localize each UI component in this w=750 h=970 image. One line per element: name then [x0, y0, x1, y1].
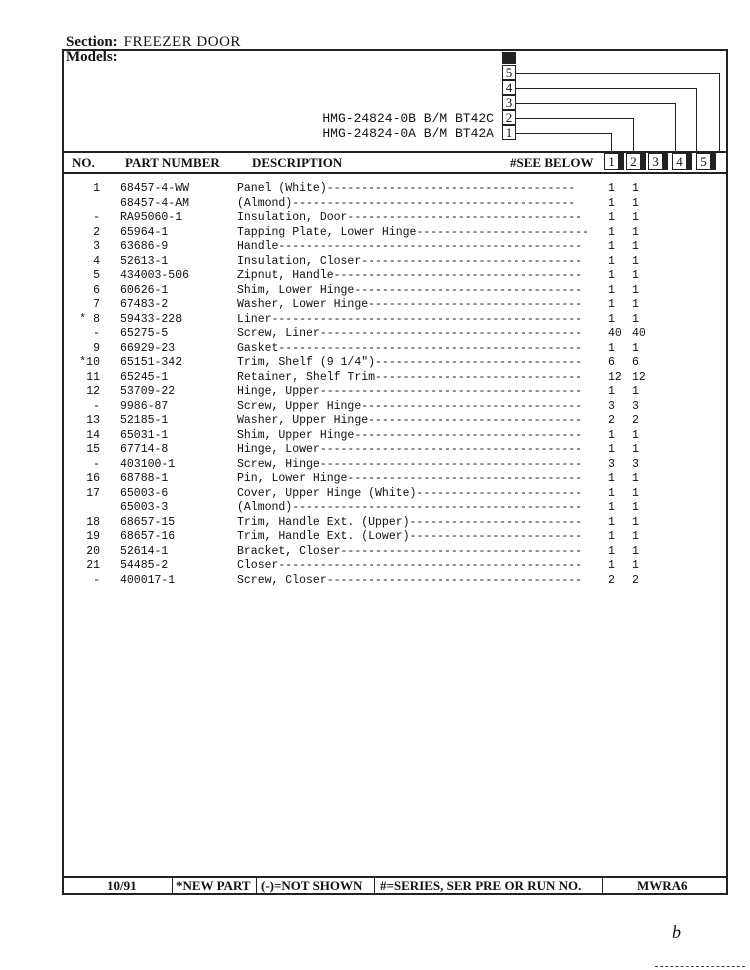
part-number: 9986-87 [120, 399, 169, 413]
part-number: 65275-5 [120, 327, 169, 340]
part-description: Trim, Handle Ext. (Upper)------------------------- [237, 515, 583, 529]
part-number: 65003-6 [120, 486, 169, 500]
qty-col-1: 1 [608, 211, 615, 224]
qty-col-2: 1 [632, 385, 639, 398]
part-no: 5 [93, 269, 100, 282]
part-number: 68788-1 [120, 472, 169, 485]
part-number: 65245-1 [120, 370, 169, 384]
header-part-number: PART NUMBER [125, 155, 220, 170]
part-number: 68657-15 [120, 515, 176, 529]
part-number: 68457-4-AM [120, 196, 190, 210]
part-no: - [93, 573, 100, 587]
qty-col-1: 1 [608, 269, 615, 282]
part-number: 66929-23 [120, 341, 176, 355]
qty-col-2: 1 [632, 544, 639, 558]
part-number: 65151-342 [120, 356, 183, 369]
qty-col-1: 1 [608, 443, 615, 456]
qty-col-2: 1 [632, 501, 639, 514]
part-description: Washer, Upper Hinge------------------------------- [237, 414, 583, 427]
part-description: Zipnut, Handle------------------------------------ [237, 269, 583, 282]
qty-col-2: 1 [632, 428, 639, 442]
part-number: 400017-1 [120, 573, 176, 587]
header-see-below: #SEE BELOW [510, 155, 594, 170]
header-col-2: 2 [626, 153, 641, 170]
part-no: 1 [93, 182, 100, 195]
connector-4 [516, 88, 696, 89]
part-no: 6 [93, 283, 100, 297]
model-box-1: 1 [502, 125, 516, 140]
qty-col-2: 3 [632, 399, 639, 413]
qty-col-2: 12 [632, 370, 646, 384]
part-number: 68657-16 [120, 530, 176, 543]
part-number: 53709-22 [120, 385, 176, 398]
black-marker [502, 52, 516, 64]
header-col-3: 3 [648, 153, 663, 170]
model-box-2: 2 [502, 110, 516, 125]
part-description: Closer-------------------------------------------- [237, 559, 583, 572]
qty-col-2: 3 [632, 457, 639, 471]
qty-col-1: 40 [608, 327, 622, 340]
qty-col-1: 1 [608, 530, 615, 543]
qty-col-1: 1 [608, 254, 615, 268]
qty-col-2: 2 [632, 573, 639, 587]
qty-col-2: 1 [632, 530, 639, 543]
part-no: 3 [93, 240, 100, 253]
models-label: Models: [66, 49, 118, 65]
black-divider [687, 153, 692, 170]
handwritten-mark: b [672, 922, 681, 942]
qty-col-2: 1 [632, 182, 639, 195]
qty-col-1: 2 [608, 573, 615, 587]
part-no: 2 [93, 225, 100, 239]
model-line-2: HMG-24824-0B B/M BT42C [322, 111, 494, 126]
black-divider [711, 153, 716, 170]
part-description: Screw, Closer------------------------------------- [237, 573, 583, 587]
section-label: Section: [66, 34, 118, 50]
qty-col-2: 1 [632, 283, 639, 297]
part-no: 14 [86, 428, 100, 442]
qty-col-2: 1 [632, 443, 639, 456]
qty-col-1: 1 [608, 559, 615, 572]
footer-date: 10/91 [107, 878, 137, 893]
part-description: Gasket-------------------------------------------- [237, 341, 583, 355]
header-col-4: 4 [672, 153, 687, 170]
qty-col-2: 2 [632, 414, 639, 427]
part-number: 52614-1 [120, 544, 169, 558]
qty-col-2: 1 [632, 298, 639, 311]
qty-col-2: 1 [632, 211, 639, 224]
qty-col-2: 1 [632, 515, 639, 529]
part-no: 21 [86, 559, 100, 572]
connector-4-v [696, 88, 697, 153]
part-description: (Almond)------------------------------------------ [237, 501, 583, 514]
qty-col-1: 1 [608, 182, 615, 195]
footer-divider [172, 876, 173, 895]
qty-col-1: 1 [608, 472, 615, 485]
connector-3 [516, 103, 675, 104]
qty-col-1: 12 [608, 370, 622, 384]
part-description: Retainer, Shelf Trim------------------------------ [237, 370, 583, 384]
qty-col-1: 1 [608, 283, 615, 297]
part-description: Shim, Upper Hinge--------------------------------- [237, 428, 583, 442]
qty-col-1: 3 [608, 457, 615, 471]
part-number: 67483-2 [120, 298, 169, 311]
part-number: 434003-506 [120, 269, 190, 282]
connector-3-v [675, 103, 676, 153]
part-description: Tapping Plate, Lower Hinge------------------------- [237, 225, 589, 239]
part-number: RA95060-1 [120, 211, 183, 224]
part-description: (Almond)----------------------------------------- [237, 196, 576, 210]
part-number: 54485-2 [120, 559, 169, 572]
qty-col-1: 2 [608, 414, 615, 427]
connector-2 [516, 118, 633, 119]
qty-col-2: 1 [632, 196, 639, 210]
qty-col-1: 1 [608, 501, 615, 514]
model-box-4: 4 [502, 80, 516, 95]
qty-col-2: 40 [632, 327, 646, 340]
qty-col-1: 1 [608, 196, 615, 210]
qty-col-1: 3 [608, 399, 615, 413]
black-divider [641, 153, 646, 170]
part-no: 13 [86, 414, 100, 427]
black-divider [619, 153, 624, 170]
part-number: 65031-1 [120, 428, 169, 442]
qty-col-1: 1 [608, 385, 615, 398]
part-description: Trim, Handle Ext. (Lower)------------------------- [237, 530, 583, 543]
model-box-3: 3 [502, 95, 516, 110]
qty-col-2: 1 [632, 312, 639, 326]
header-rule-bottom [62, 172, 728, 174]
black-divider [663, 153, 668, 170]
part-description: Cover, Upper Hinge (White)------------------------ [237, 486, 583, 500]
qty-col-1: 1 [608, 486, 615, 500]
footer-divider [602, 876, 603, 895]
section-value: FREEZER DOOR [123, 34, 241, 50]
qty-col-2: 1 [632, 254, 639, 268]
part-number: 65003-3 [120, 501, 169, 514]
part-no: 19 [86, 530, 100, 543]
qty-col-2: 1 [632, 341, 639, 355]
bottom-dash-rule [655, 966, 745, 967]
header-no: NO. [72, 155, 95, 170]
part-description: Handle-------------------------------------------- [237, 240, 583, 253]
part-description: Shim, Lower Hinge--------------------------------- [237, 283, 583, 297]
part-description: Hinge, Upper-------------------------------------- [237, 385, 583, 398]
connector-1-v [611, 133, 612, 153]
part-description: Bracket, Closer----------------------------------- [237, 544, 583, 558]
footer-divider [256, 876, 257, 895]
qty-col-1: 1 [608, 544, 615, 558]
qty-col-1: 1 [608, 428, 615, 442]
qty-col-2: 6 [632, 356, 639, 369]
qty-col-2: 1 [632, 225, 639, 239]
part-description: Trim, Shelf (9 1/4")------------------------------ [237, 356, 583, 369]
part-number: 403100-1 [120, 457, 176, 471]
footer-not-shown: (-)=NOT SHOWN [261, 878, 363, 893]
part-number: 60626-1 [120, 283, 169, 297]
connector-2-v [633, 118, 634, 153]
qty-col-2: 1 [632, 472, 639, 485]
part-no: * 8 [79, 312, 100, 326]
header-col-5: 5 [696, 153, 711, 170]
qty-col-1: 1 [608, 240, 615, 253]
part-number: 68457-4-WW [120, 182, 190, 195]
connector-1 [516, 133, 611, 134]
connector-5 [516, 73, 719, 74]
model-line-1: HMG-24824-0A B/M BT42A [322, 126, 494, 141]
part-number: 52185-1 [120, 414, 169, 427]
part-number: 67714-8 [120, 443, 169, 456]
qty-col-1: 1 [608, 341, 615, 355]
part-description: Screw, Liner-------------------------------------- [237, 327, 583, 340]
qty-col-1: 1 [608, 515, 615, 529]
part-no: 12 [86, 385, 100, 398]
part-no: 17 [86, 486, 100, 500]
qty-col-1: 1 [608, 298, 615, 311]
footer-code: MWRA6 [637, 878, 688, 893]
part-description: Screw, Hinge-------------------------------------- [237, 457, 583, 471]
part-no: *10 [79, 356, 100, 369]
connector-5-v [719, 73, 720, 153]
qty-col-1: 1 [608, 225, 615, 239]
part-no: 7 [93, 298, 100, 311]
part-description: Screw, Upper Hinge-------------------------------- [237, 399, 583, 413]
part-no: - [93, 211, 100, 224]
footer-divider [374, 876, 375, 895]
part-number: 52613-1 [120, 254, 169, 268]
part-description: Insulation, Door---------------------------------- [237, 211, 583, 224]
part-no: 16 [86, 472, 100, 485]
header-description: DESCRIPTION [252, 155, 343, 170]
part-description: Hinge, Lower-------------------------------------- [237, 443, 583, 456]
part-no: 18 [86, 515, 100, 529]
qty-col-1: 6 [608, 356, 615, 369]
part-description: Pin, Lower Hinge---------------------------------- [237, 472, 583, 485]
part-no: 9 [93, 341, 100, 355]
qty-col-2: 1 [632, 486, 639, 500]
part-number: 63686-9 [120, 240, 169, 253]
qty-col-2: 1 [632, 269, 639, 282]
part-no: - [93, 399, 100, 413]
header-col-1: 1 [604, 153, 619, 170]
qty-col-2: 1 [632, 559, 639, 572]
footer-new-part: *NEW PART [176, 878, 251, 893]
part-no: 20 [86, 544, 100, 558]
part-number: 59433-228 [120, 312, 183, 326]
part-description: Liner--------------------------------------------- [237, 312, 583, 326]
part-no: - [93, 457, 100, 471]
part-description: Panel (White)------------------------------------ [237, 182, 576, 195]
part-number: 65964-1 [120, 225, 169, 239]
model-box-5: 5 [502, 65, 516, 80]
qty-col-1: 1 [608, 312, 615, 326]
part-no: 15 [86, 443, 100, 456]
part-no: - [93, 327, 100, 340]
part-description: Washer, Lower Hinge------------------------------- [237, 298, 583, 311]
footer-series: #=SERIES, SER PRE OR RUN NO. [380, 878, 582, 893]
part-description: Insulation, Closer-------------------------------- [237, 254, 583, 268]
part-no: 11 [86, 370, 100, 384]
part-no: 4 [93, 254, 100, 268]
qty-col-2: 1 [632, 240, 639, 253]
